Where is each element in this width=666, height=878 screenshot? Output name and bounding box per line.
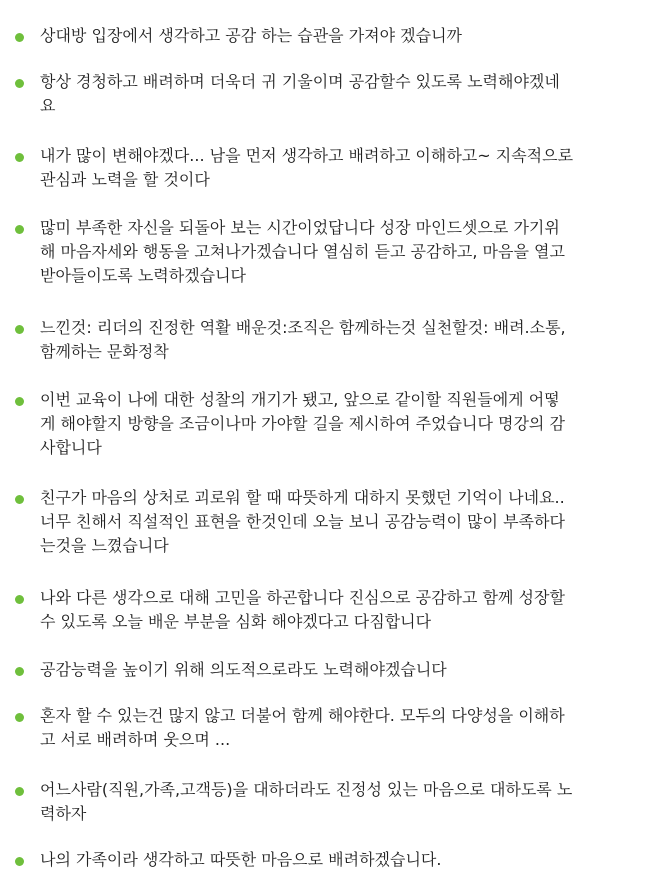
bullet-icon — [15, 857, 24, 866]
list-item-text: 느낀것: 리더의 진정한 역활 배운것:조직은 함께하는것 실천할것: 배려.소통, 함께하는 문화정착 — [40, 318, 566, 361]
list-item-text: 많미 부족한 자신을 되돌아 보는 시간이었답니다 성장 마인드셋으로 가기위 해 마음자세와 행동을 고쳐나가겠습니다 열심히 듣고 공감하고, 마음을 열고 받아들이도록 노력하겠습니다 — [40, 218, 565, 285]
bullet-icon — [15, 79, 24, 88]
list-item-text: 나와 다른 생각으로 대해 고민을 하곤합니다 진심으로 공감하고 함께 성장할 수 있도록 오늘 배운 부분을 심화 해야겠다고 다짐합니다 — [40, 588, 565, 631]
list-item-text: 어느사람(직원,가족,고객등)을 대하더라도 진정성 있는 마음으로 대하도록 노 력하자 — [40, 780, 573, 823]
list-item-text: 이번 교육이 나에 대한 성찰의 개기가 됐고, 앞으로 같이할 직원들에게 어떻 게 해야할지 방향을 조금이나마 가야할 길을 제시하여 주었습니다 명강의 감 사합니다 — [40, 390, 565, 457]
bullet-icon — [15, 495, 24, 504]
bullet-icon — [15, 787, 24, 796]
list-item-text: 친구가 마음의 상처로 괴로워 할 때 따뜻하게 대하지 못했던 기억이 나네요.. 너무 친해서 직설적인 표현을 한것인데 오늘 보니 공감능력이 많이 부족하다 는것을 느꼈습니다 — [40, 488, 565, 555]
bullet-icon — [15, 153, 24, 162]
bullet-icon — [15, 713, 24, 722]
list-item-text: 공감능력을 높이기 위해 의도적으로라도 노력해야겠습니다 — [40, 660, 447, 679]
bullet-icon — [15, 397, 24, 406]
list-item-text: 항상 경청하고 배려하며 더욱더 귀 기울이며 공감할수 있도록 노력해야겠네 요 — [40, 72, 560, 115]
bullet-icon — [15, 595, 24, 604]
list-item-text: 나의 가족이라 생각하고 따뜻한 마음으로 배려하겠습니다. — [40, 850, 442, 869]
bullet-icon — [15, 225, 24, 234]
bullet-icon — [15, 33, 24, 42]
list-item-text: 내가 많이 변해야겠다... 남을 먼저 생각하고 배려하고 이해하고~ 지속적으로 관심과 노력을 할 것이다 — [40, 146, 574, 189]
list-item-text: 혼자 할 수 있는건 많지 않고 더불어 함께 해야한다. 모두의 다양성을 이해하 고 서로 배려하며 웃으며 ... — [40, 706, 565, 749]
list-item-text: 상대방 입장에서 생각하고 공감 하는 습관을 가져야 겠습니까 — [40, 26, 463, 45]
bullet-icon — [15, 667, 24, 676]
bullet-icon — [15, 325, 24, 334]
